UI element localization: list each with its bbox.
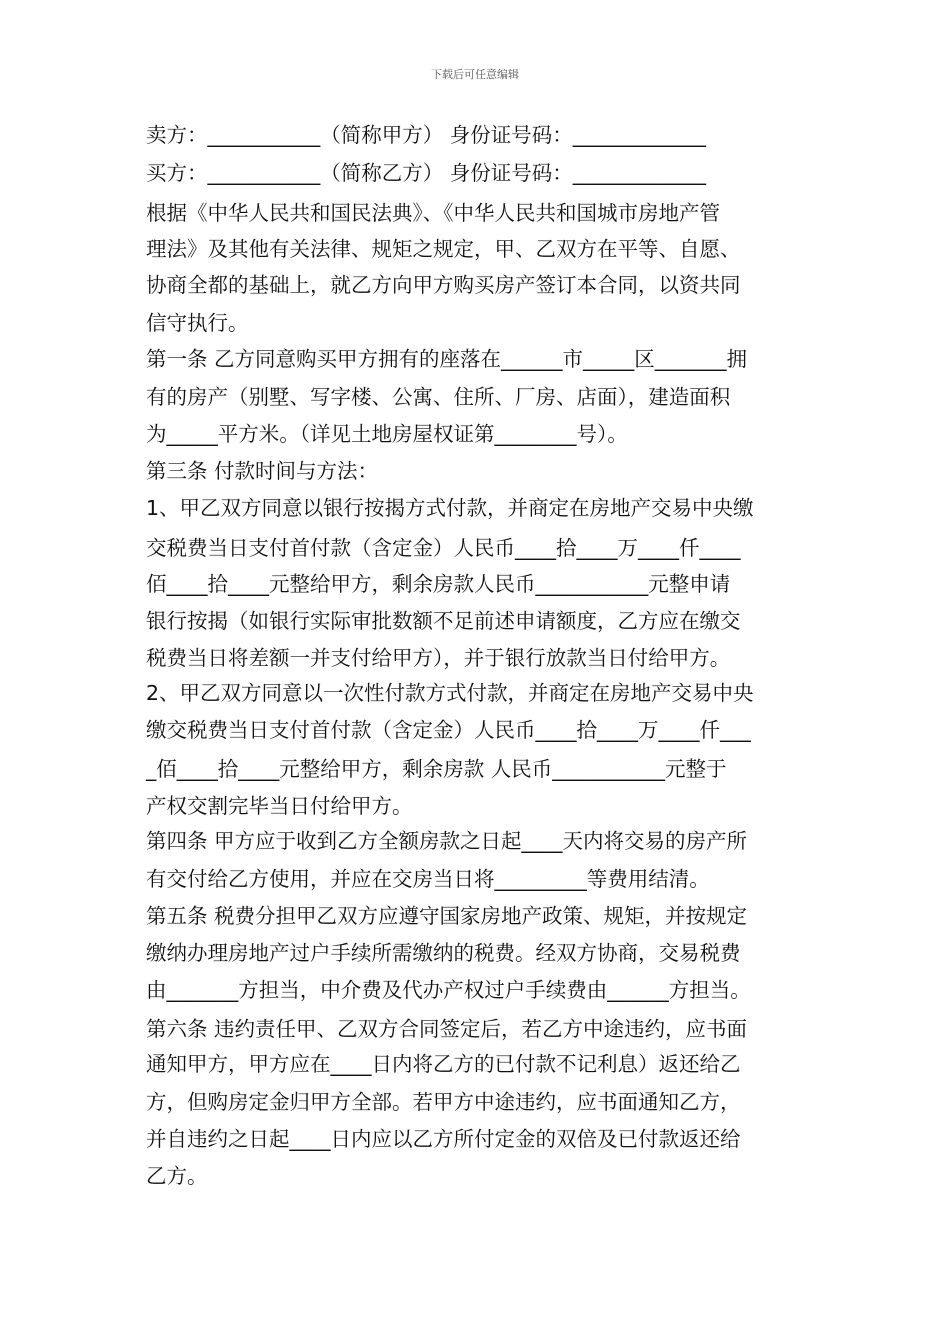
- text-line: 2、甲乙双方同意以一次性付款方式付款，并商定在房地产交易中央: [146, 681, 754, 705]
- text-line: 由_______方担当，中介费及代办产权过户手续费由______方担当。: [146, 978, 751, 1002]
- text-line: 通知甲方，甲方应在____日内将乙方的已付款不记利息）返还给乙: [146, 1052, 741, 1076]
- text-line: 税费当日将差额一并支付给甲方），并于银行放款当日付给甲方。: [146, 646, 731, 670]
- text-line: 理法》及其他有关法律、规矩之规定，甲、乙双方在平等、自愿、: [146, 237, 741, 261]
- text-line: 买方：___________（简称乙方） 身份证号码：_____________: [146, 161, 707, 185]
- text-line: 卖方：___________（简称甲方） 身份证号码：_____________: [146, 123, 707, 147]
- text-line: 有交付给乙方使用，并应在交房当日将_________等费用结清。: [146, 867, 710, 891]
- text-line: 1、甲乙双方同意以银行按揭方式付款，并商定在房地产交易中央缴: [146, 496, 754, 520]
- text-line: 佰____拾____元整给甲方，剩余房款人民币___________元整申请: [146, 572, 731, 596]
- text-line: 第六条 违约责任甲、乙双方合同签定后，若乙方中途违约，应书面: [146, 1017, 748, 1041]
- text-line: _佰____拾____元整给甲方，剩余房款 人民币___________元整于: [146, 757, 727, 781]
- text-line: 第五条 税费分担甲乙双方应遵守国家房地产政策、规矩，并按规定: [146, 904, 748, 928]
- text-line: 第一条 乙方同意购买甲方拥有的座落在______市_____区_______拥: [146, 347, 748, 371]
- text-line: 银行按揭（如银行实际审批数额不足前述申请额度，乙方应在缴交: [146, 609, 741, 633]
- text-line: 方，但购房定金归甲方全部。若甲方中途违约，应书面通知乙方，: [146, 1090, 741, 1114]
- text-line: 缴纳办理房地产过户手续所需缴纳的税费。经双方协商，交易税费: [146, 941, 741, 965]
- text-line: 协商全都的基础上，就乙方向甲方购买房产签订本合同，以资共同: [146, 273, 741, 297]
- text-line: 缴交税费当日支付首付款（含定金）人民币____拾____万____仟___: [146, 718, 751, 742]
- text-line: 并自违约之日起____日内应以乙方所付定金的双倍及已付款返还给: [146, 1127, 741, 1151]
- text-line: 信守执行。: [146, 311, 249, 335]
- text-line: 交税费当日支付首付款（含定金）人民币____拾____万____仟____: [146, 536, 741, 560]
- text-line: 为_____平方米。（详见土地房屋权证第________号）。: [146, 422, 628, 446]
- text-line: 第三条 付款时间与方法：: [146, 459, 379, 483]
- page-header: 下载后可任意编辑: [431, 68, 519, 81]
- text-line: 根据《中华人民共和国民法典》、《中华人民共和国城市房地产管: [146, 201, 720, 225]
- text-line: 有的房产（别墅、写字楼、公寓、住所、厂房、店面），建造面积: [146, 385, 731, 409]
- text-line: 产权交割完毕当日付给甲方。: [146, 794, 413, 818]
- text-line: 乙方。: [146, 1164, 208, 1188]
- text-line: 第四条 甲方应于收到乙方全额房款之日起____天内将交易的房产所: [146, 829, 748, 853]
